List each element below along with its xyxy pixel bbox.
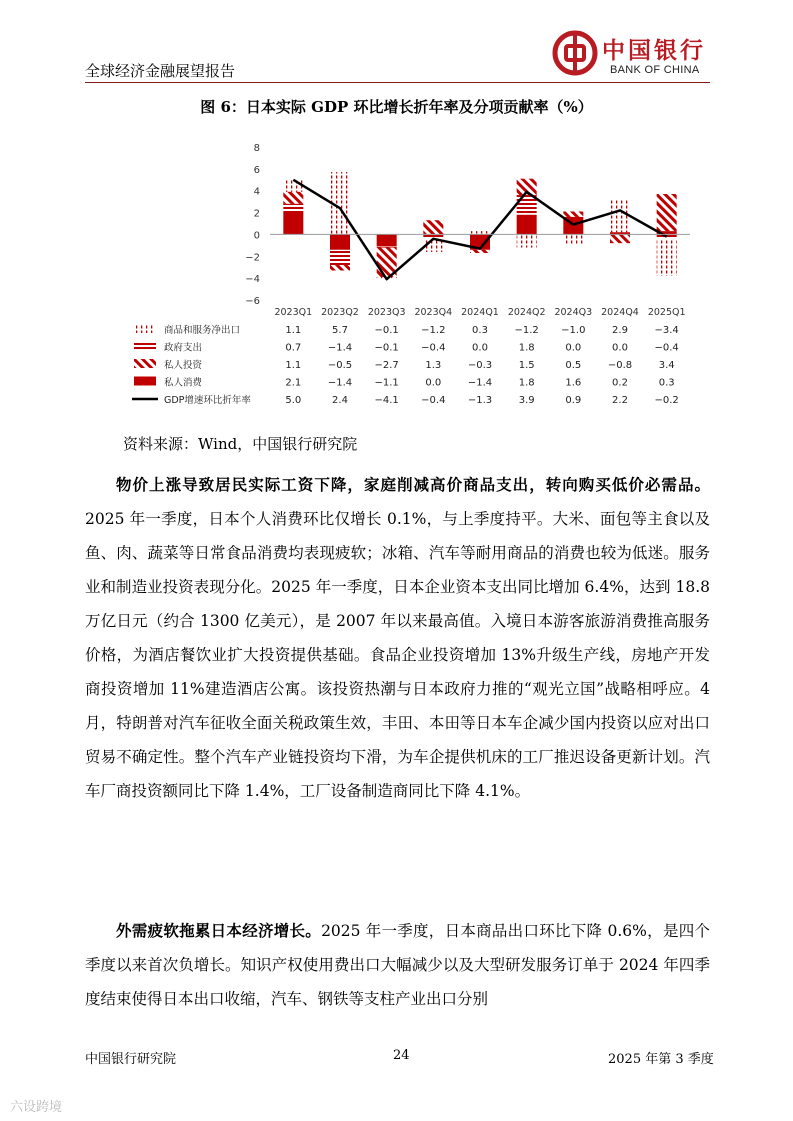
y-tick-label: 4 — [253, 186, 260, 198]
table-value: −0.1 — [374, 325, 399, 336]
legend-label: 私人消费 — [164, 377, 203, 389]
paragraph-consumption — [85, 468, 710, 808]
table-value: −1.4 — [327, 377, 353, 389]
x-category-label: 2023Q1 — [274, 307, 313, 318]
bar-segment — [330, 265, 350, 270]
figure-title: 图 6：日本实际 GDP 环比增长折年率及分项贡献率（%） — [200, 98, 593, 116]
bank-logo — [552, 30, 712, 80]
table-value: 2.9 — [612, 325, 628, 336]
table-value: −1.2 — [514, 325, 539, 336]
bar-segment — [283, 211, 303, 234]
bar-segment — [283, 192, 303, 204]
table-value: −0.1 — [374, 342, 399, 354]
table-value: −1.4 — [467, 377, 493, 389]
table-value: 1.8 — [518, 342, 535, 354]
table-value: 0.0 — [425, 377, 442, 389]
y-tick-label: 6 — [253, 164, 260, 176]
bar-segment — [330, 250, 350, 265]
x-category-label: 2024Q1 — [461, 307, 499, 318]
bar-segment — [423, 220, 443, 234]
legend-key — [134, 377, 156, 386]
bar-segment — [283, 204, 303, 212]
x-category-label: 2024Q2 — [507, 307, 546, 318]
table-value: −1.1 — [374, 377, 399, 389]
watermark: 六设跨境 — [10, 1100, 63, 1115]
table-value: −3.4 — [654, 325, 679, 336]
x-category-label: 2023Q4 — [414, 307, 453, 318]
legend-key — [134, 342, 156, 351]
y-tick-label: −4 — [245, 274, 260, 286]
table-value: 5.7 — [332, 325, 348, 336]
y-tick-label: 2 — [253, 208, 260, 220]
footer-institution: 中国银行研究院 — [85, 1052, 177, 1067]
table-value: −0.4 — [654, 342, 679, 354]
figure-source: 资料来源：Wind，中国银行研究院 — [123, 435, 358, 453]
legend-label: 商品和服务净出口 — [164, 325, 241, 336]
bar-segment — [610, 234, 630, 243]
table-value: 0.5 — [565, 360, 582, 371]
x-category-label: 2024Q4 — [601, 307, 639, 318]
page-number: 24 — [393, 1048, 410, 1063]
table-value: 2.1 — [285, 377, 302, 389]
report-title: 全球经济金融展望报告 — [85, 62, 236, 80]
bar-segment — [517, 215, 537, 235]
paragraph-external-demand — [85, 914, 710, 1016]
table-value: −1.4 — [327, 342, 353, 354]
legend-label: GDP增速环比折年率 — [164, 395, 251, 406]
legend-key — [134, 324, 156, 333]
table-value: 0.0 — [612, 342, 628, 354]
gdp-chart — [120, 135, 720, 415]
paragraph-consumption-lead: 物价上涨导致居民实际工资下降，家庭削减高价商品支出，转向购买低价必需品。 — [116, 475, 710, 494]
table-value: 0.0 — [472, 342, 488, 354]
table-value: 1.1 — [285, 360, 302, 371]
bar-segment — [657, 194, 677, 231]
legend-key — [134, 359, 156, 368]
footer-quarter: 2025 年第 3 季度 — [608, 1052, 714, 1067]
bar-segment — [610, 201, 630, 233]
table-value: 0.0 — [565, 342, 582, 354]
table-value: −1.2 — [421, 325, 446, 336]
logo-english-name: BANK OF CHINA — [610, 64, 700, 76]
table-value: 0.9 — [565, 395, 582, 406]
bar-segment — [563, 234, 583, 245]
bar-segment — [377, 246, 397, 247]
table-value: 1.1 — [285, 325, 302, 336]
bar-segment — [470, 250, 490, 253]
bar-segment — [377, 234, 397, 246]
table-value: 2.4 — [332, 395, 348, 406]
table-value: 0.3 — [658, 377, 675, 389]
bar-segment — [657, 239, 677, 276]
table-value: −0.4 — [421, 395, 446, 406]
bank-logo-icon — [552, 30, 598, 76]
y-tick-label: 0 — [253, 230, 260, 242]
y-tick-label: −2 — [245, 252, 260, 264]
table-value: −2.7 — [374, 360, 399, 371]
table-value: 1.5 — [518, 360, 535, 371]
table-value: 3.4 — [658, 360, 675, 371]
table-value: 0.3 — [472, 325, 488, 336]
y-tick-label: −6 — [245, 296, 260, 307]
table-value: 5.0 — [285, 395, 302, 406]
table-value: −1.0 — [561, 325, 586, 336]
table-value: −0.4 — [421, 342, 446, 354]
paragraph-external-demand-body: 2025 年一季度，日本商品出口环比下降 0.6%，是四个季度以来首次负增长。知识产权使用费出口大幅减少以及大型研发服务订单于 2024 年四季度结束使得日本出口收缩，汽车、钢铁等支柱产业出口分别 — [85, 922, 710, 1008]
header-divider — [85, 82, 710, 83]
x-category-label: 2024Q3 — [554, 307, 593, 318]
bar-segment — [330, 234, 350, 249]
table-value: 0.2 — [612, 377, 628, 389]
bar-segment — [517, 234, 537, 247]
paragraph-consumption-body: 2025 年一季度，日本个人消费环比仅增长 0.1%，与上季度持平。大米、面包等主食以及鱼、肉、蔬菜等日常食品消费均表现疲软；冰箱、汽车等耐用商品的消费也较为低迷。服务业和制造业投资表现分化。2025 年一季度，日本企业资本支出同比增加 6.4%，达到 18.8 万亿日元（约合 1300 亿美元），是 2007 年以来最高值。入境日本游客旅游消费推高服务价格，为酒店餐饮业扩大投资提供基础。食品企业投资增加 13%升级生产线，房地产开发商投资增加 11%建造酒店公寓。该投资热潮与日本政府力推的“观光立国”战略相呼应。4 月，特朗普对汽车征收全面关税政策生效，丰田、本田等日本车企减少国内投资以应对出口贸易不确定性。整个汽车产业链投资均下滑，为车企提供机床的工厂推迟设备更新计划。汽车厂商投资额同比下降 1.4%，工厂设备制造商同比下降 4.1%。 — [85, 510, 710, 800]
table-value: 1.8 — [518, 377, 535, 389]
table-value: 2.2 — [612, 395, 628, 406]
table-value: −1.3 — [467, 395, 493, 406]
bar-segment — [563, 211, 583, 216]
table-value: −0.8 — [607, 360, 633, 371]
table-value: 1.3 — [425, 360, 442, 371]
table-value: 0.7 — [285, 342, 302, 354]
table-value: 1.6 — [565, 377, 582, 389]
legend-label: 私人投资 — [164, 360, 203, 371]
paragraph-external-demand-lead: 外需疲软拖累日本经济增长。 — [116, 921, 322, 940]
x-category-label: 2025Q1 — [647, 307, 686, 318]
table-value: −0.2 — [654, 395, 679, 406]
table-value: −4.1 — [374, 395, 399, 406]
table-value: −0.3 — [467, 360, 493, 371]
table-value: −0.5 — [327, 360, 353, 371]
logo-chinese-name: 中国银行 — [602, 37, 706, 64]
x-category-label: 2023Q2 — [321, 307, 359, 318]
bar-segment — [283, 180, 303, 192]
legend-label: 政府支出 — [164, 342, 203, 354]
y-tick-label: 8 — [253, 143, 260, 154]
x-category-label: 2023Q3 — [367, 307, 406, 318]
table-value: 3.9 — [518, 395, 535, 406]
